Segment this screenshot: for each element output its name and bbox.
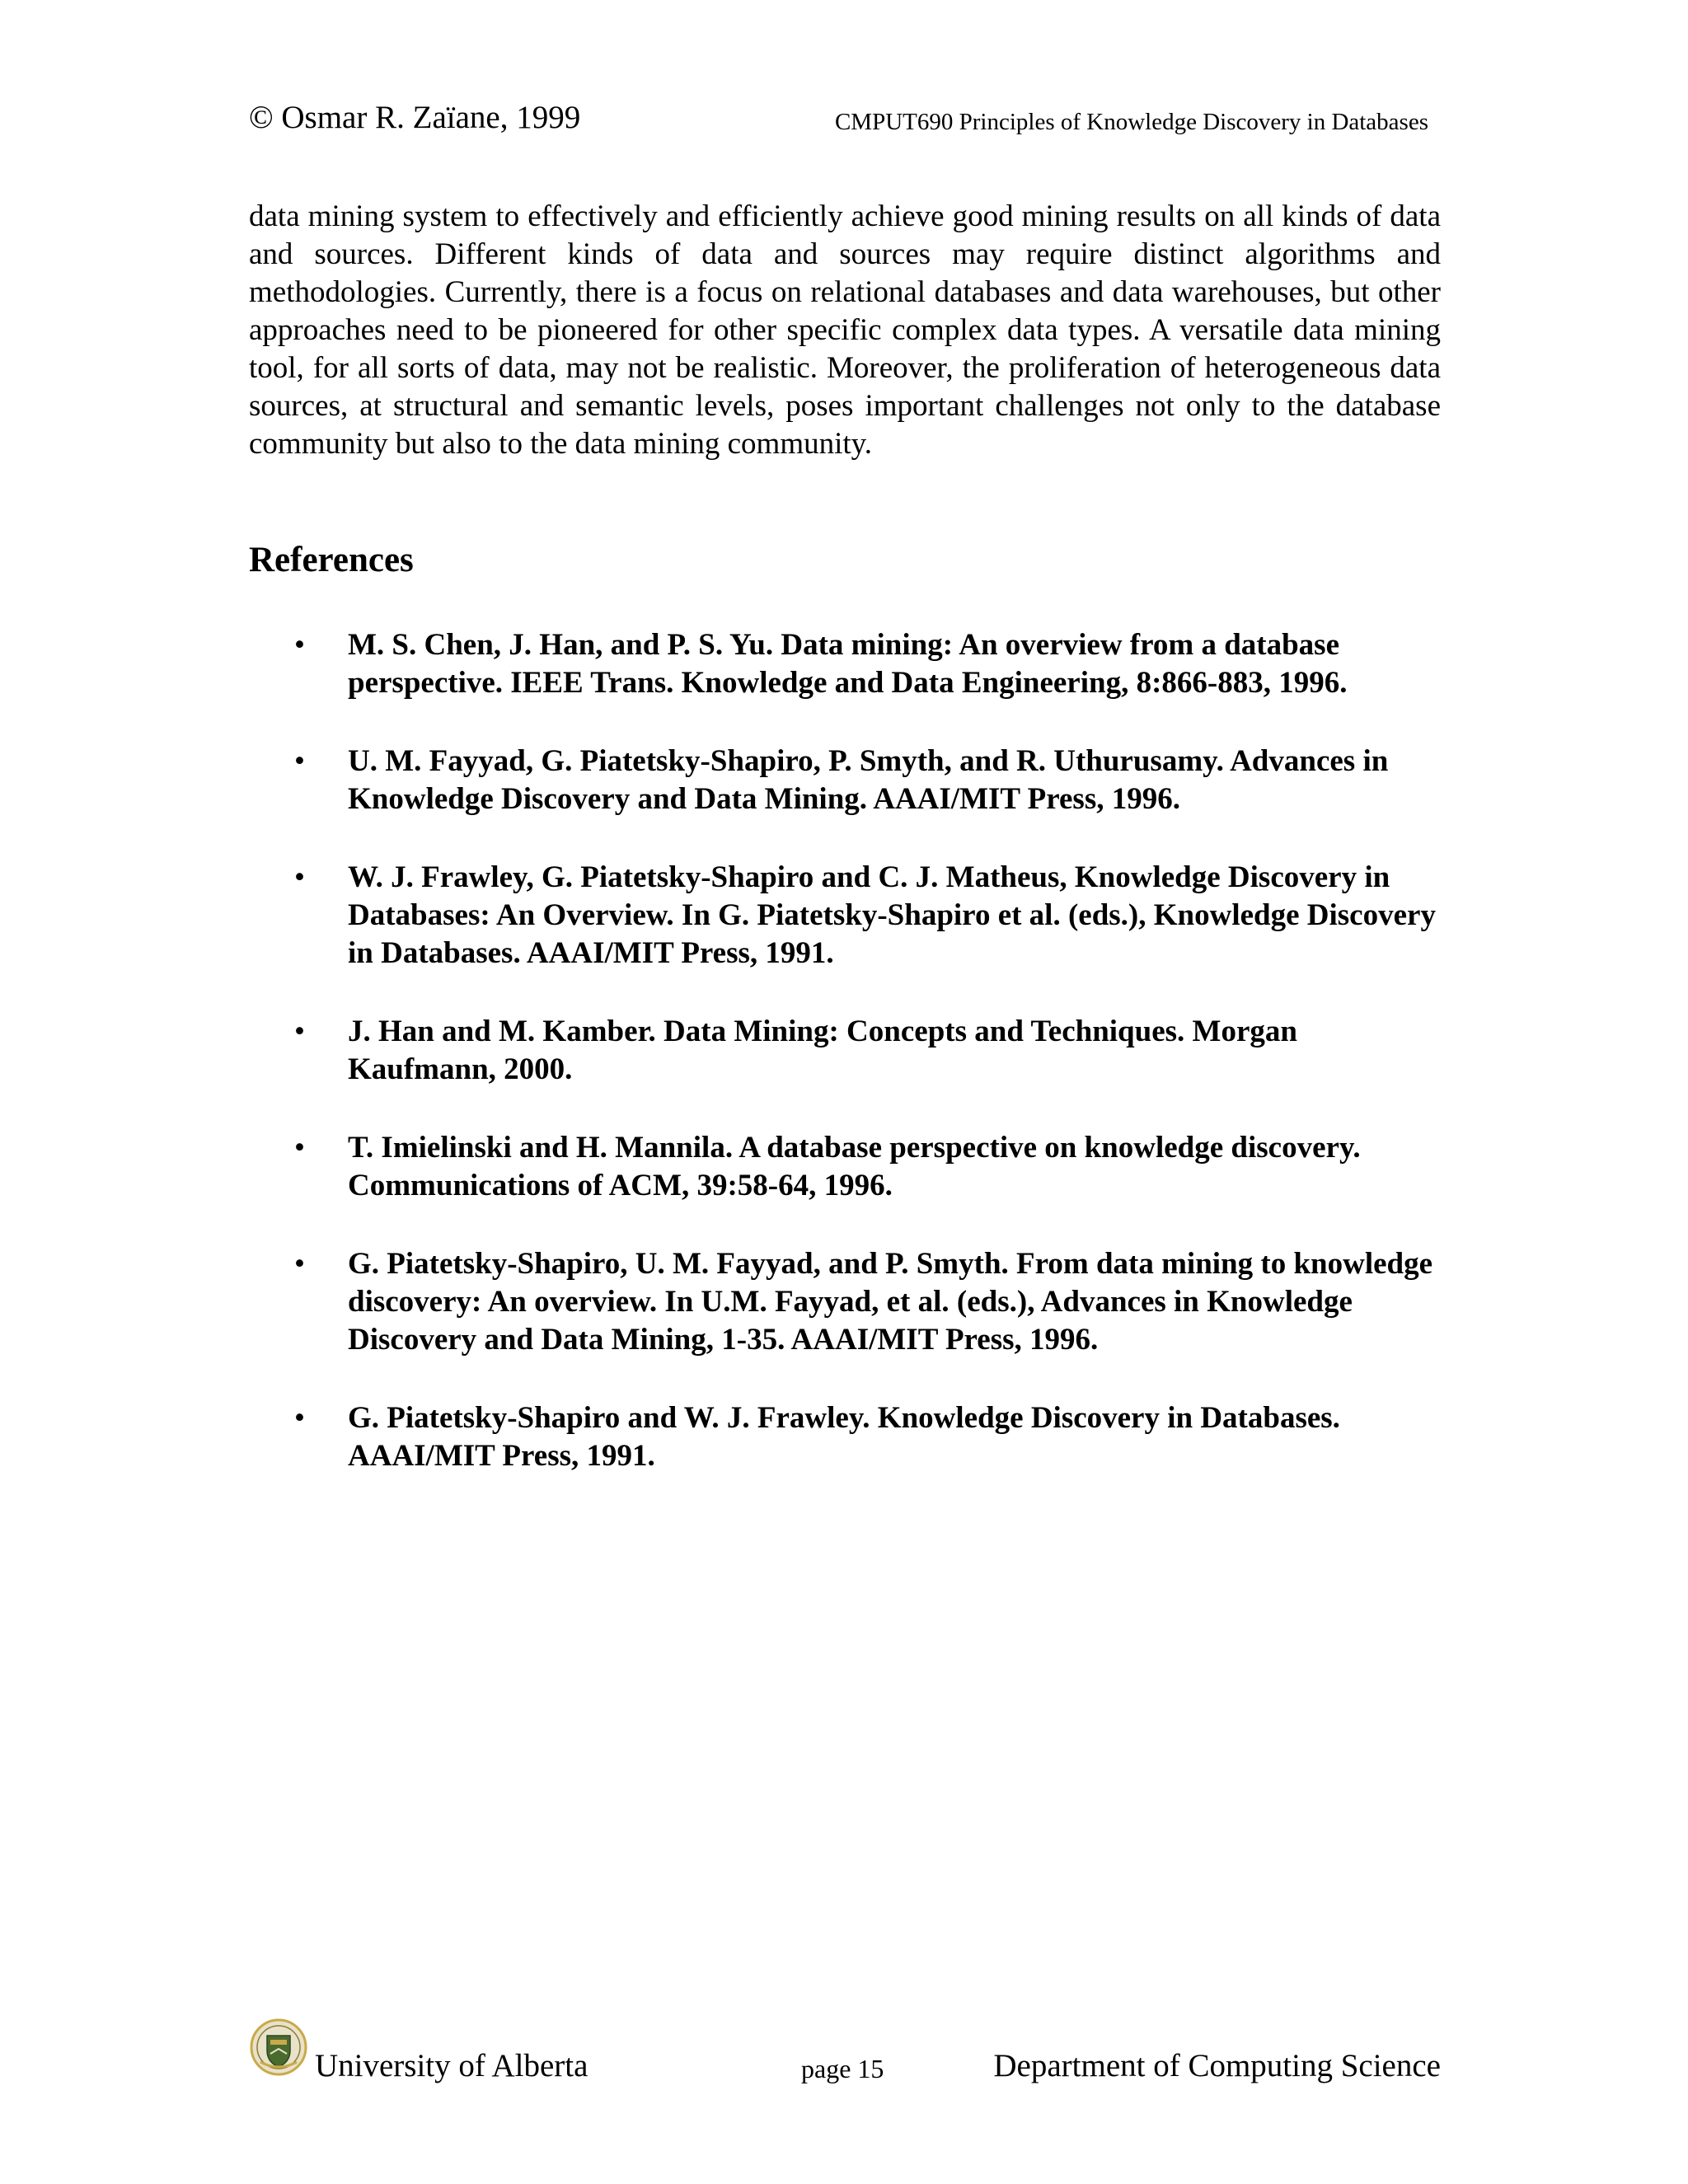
reference-text: M. S. Chen, J. Han, and P. S. Yu. Data mining: An overview from a database perspective. IEEE Trans. Knowledge and Data Engineering, 8:866-883, 1996. (348, 628, 1348, 700)
reference-text: G. Piatetsky-Shapiro and W. J. Frawley. Knowledge Discovery in Databases. AAAI/MIT Press, 1991. (348, 1401, 1340, 1473)
department-name: Department of Computing Science (993, 2048, 1441, 2083)
reference-text: G. Piatetsky-Shapiro, U. M. Fayyad, and P. Smyth. From data mining to knowledge discovery: An overview. In U.M. Fayyad, et al. (eds.), Advances in Knowledge Discovery and Data Mining, 1-35. AAAI/MIT Press, 1996. (348, 1247, 1433, 1357)
page-footer (249, 2018, 1441, 2083)
reference-item (249, 1013, 1441, 1089)
bullet-icon: • (294, 1247, 305, 1281)
reference-text: U. M. Fayyad, G. Piatetsky-Shapiro, P. Smyth, and R. Uthurusamy. Advances in Knowledge Discovery and Data Mining. AAAI/MIT Press, 1996. (348, 744, 1389, 816)
reference-item (249, 1245, 1441, 1359)
bullet-icon: • (294, 628, 305, 662)
reference-text: T. Imielinski and H. Mannila. A database perspective on knowledge discovery. Communications of ACM, 39:58-64, 1996. (348, 1131, 1361, 1202)
references-list (249, 626, 1441, 1516)
reference-text: J. Han and M. Kamber. Data Mining: Concepts and Techniques. Morgan Kaufmann, 2000. (348, 1015, 1297, 1086)
bullet-icon: • (294, 1131, 305, 1165)
body-paragraph: data mining system to effectively and efficiently achieve good mining results on all kinds of data and sources. Different kinds of data and sources may require distinct algorithms and methodologies. Currently, there is a focus on relational databases and data warehouses, but other approaches need to be pioneered for other specific complex data types. A versatile data mining tool, for all sorts of data, may not be realistic. Moreover, the proliferation of heterogeneous data sources, at structural and semantic levels, poses important challenges not only to the database community but also to the data mining community. (249, 199, 1441, 461)
university-seal-icon (249, 2018, 308, 2077)
reference-text: W. J. Frawley, G. Piatetsky-Shapiro and C. J. Matheus, Knowledge Discovery in Databases: An Overview. In G. Piatetsky-Shapiro et al. (eds.), Knowledge Discovery in Databases. AAAI/MIT Press, 1991. (348, 860, 1436, 970)
reference-item (249, 1399, 1441, 1475)
author-copyright: © Osmar R. Zaïane, 1999 (249, 100, 581, 135)
bullet-icon: • (294, 1401, 305, 1435)
page-number: page 15 (801, 2054, 884, 2083)
course-title: CMPUT690 Principles of Knowledge Discovery in Databases (834, 109, 1428, 135)
bullet-icon: • (294, 744, 305, 778)
reference-item (249, 859, 1441, 972)
university-name: University of Alberta (315, 2048, 588, 2083)
reference-item (249, 743, 1441, 818)
bullet-icon: • (294, 1015, 305, 1048)
bullet-icon: • (294, 860, 305, 894)
references-heading: References (249, 541, 414, 579)
page-header (249, 99, 1441, 148)
reference-item (249, 626, 1441, 702)
reference-item (249, 1129, 1441, 1205)
